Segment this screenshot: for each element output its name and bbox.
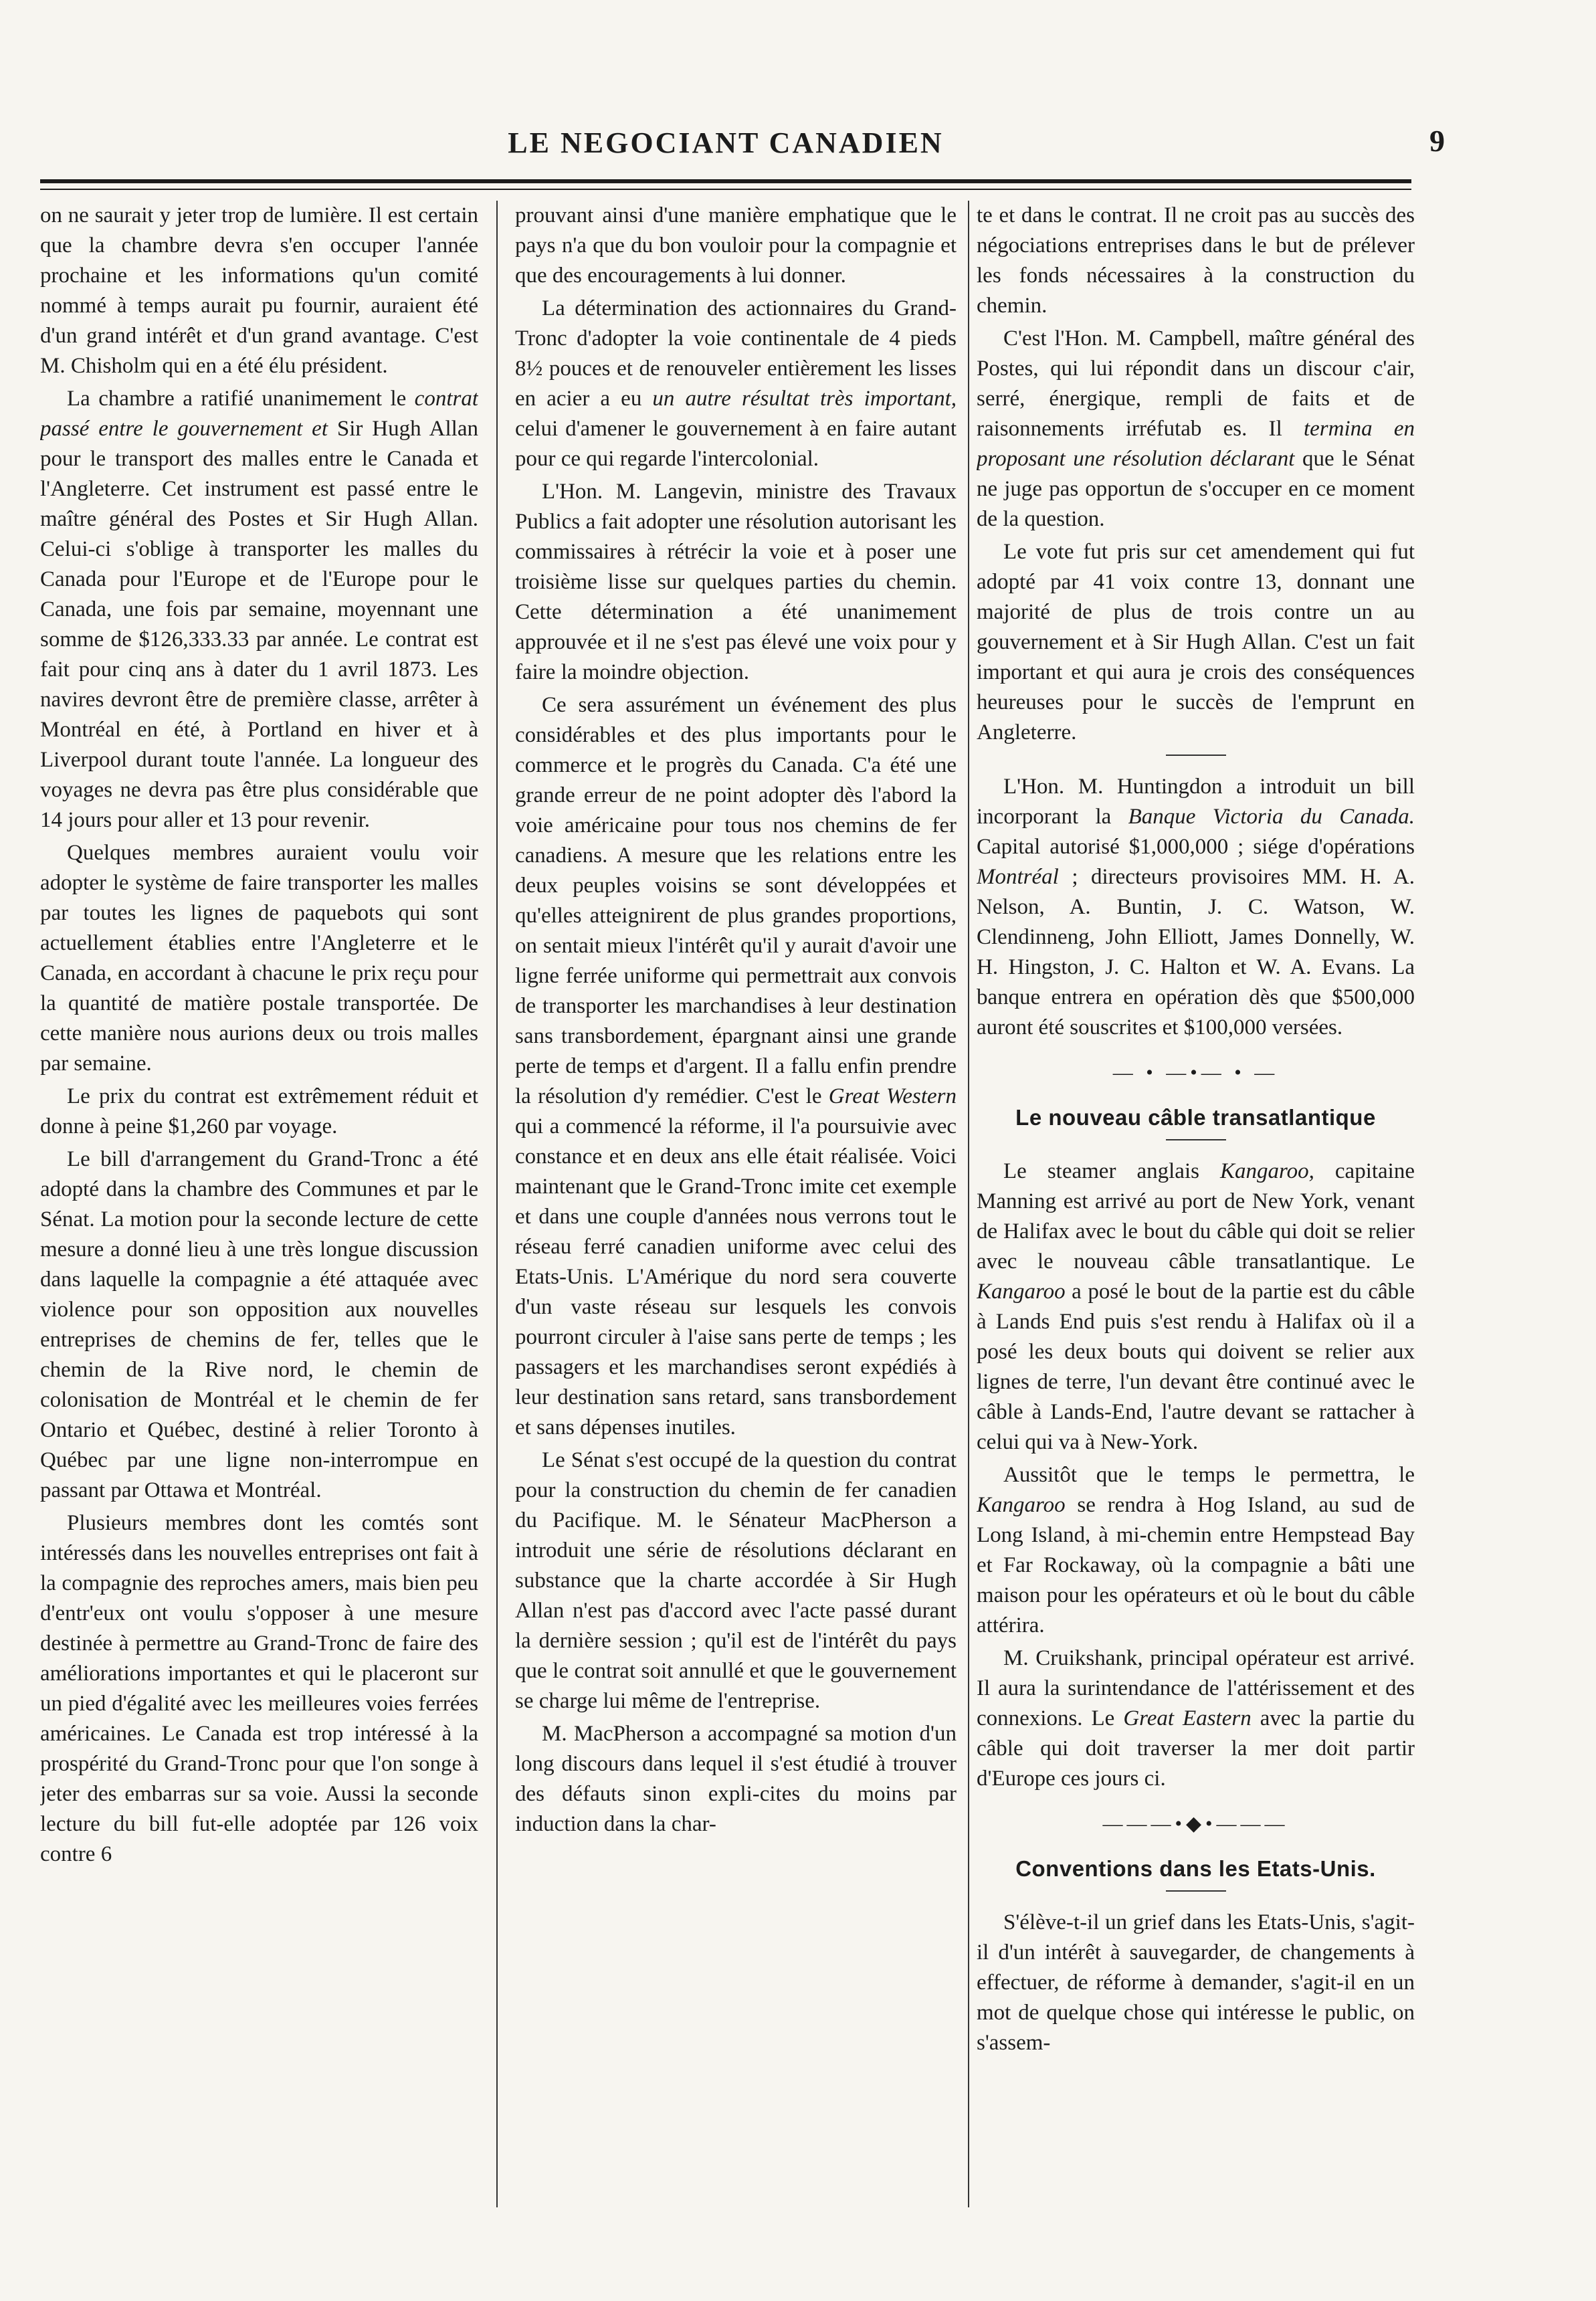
italic-text: Great Eastern [1123,1706,1252,1730]
column-2 [515,201,957,2207]
paragraph: Le Sénat s'est occupé de la question du contrat pour la construction du chemin de fer canadien du Pacifique. M. le Sénateur MacPherson a introduit une série de résolutions déclarant en substance que la charte accordée à Sir Hugh Allan n'est pas d'accord avec l'acte passé durant la dernière session ; qu'il est de l'intérêt du pays que le contrat soit annullé et que le gouvernement se charge lui même de l'entreprise. [515,1448,957,1713]
ornament-divider: ———•◆•——— [1102,1813,1289,1835]
paragraph [515,690,957,1443]
paragraph [977,772,1415,1043]
italic-text: termina en proposant une résolution déclarant [977,417,1415,471]
masthead-title: LE NEGOCIANT CANADIEN [508,126,944,159]
text-run: C'est l'Hon. M. Campbell, maître général des Postes, qui lui répondit dans un discour c'air, serré, énergique, rempli de faits et de raisonnements irréfutab es. Il [977,326,1415,441]
italic-text: Great Western [828,1084,957,1108]
paragraph [977,1643,1415,1794]
paragraph [977,324,1415,534]
column-3 [977,201,1415,2207]
paragraph: S'élève-t-il un grief dans les Etats-Unis, s'agit-il d'un intérêt à sauvegarder, de changements à effectuer, de réforme à demander, s'agit-il en un mot de quelque chose qui intéresse le public, on s'assem- [977,1910,1415,2055]
text-run: Aussitôt que le temps le permettra, le [1003,1463,1415,1487]
paragraph: Le vote fut pris sur cet amendement qui fut adopté par 41 voix contre 13, donnant une majorité de plus de trois contre un au gouvernement et à Sir Hugh Allan. C'est un fait important et qui aura je crois des conséquences heureuses pour le succès de l'emprunt en Angleterre. [977,540,1415,744]
paragraph: te et dans le contrat. Il ne croit pas au succès des négociations entreprises dans le but de prélever les fonds nécessaires à la construction du chemin. [977,203,1415,318]
paragraph: Le bill d'arrangement du Grand-Tronc a été adopté dans la chambre des Communes et par le Sénat. La motion pour la seconde lecture de cette mesure a donné lieu à une très longue discussion dans laquelle la compagnie a été attaquée avec violence pour son opposition aux nouvelles entreprises de chemins de fer, telles que le chemin de la Rive nord, le chemin de colonisation de Montréal et le chemin de fer Ontario et Québec, destiné à relier Toronto à Québec par une ligne non-interrompue en passant par Ottawa et Montréal. [40,1147,478,1502]
paragraph: Plusieurs membres dont les comtés sont intéressés dans les nouvelles entreprises ont fait à la compagnie des reproches amers, mais bien peu d'entr'eux ont voulu s'opposer à une mesure destinée à permettre au Grand-Tronc de faire des améliorations importantes et qui le placeront sur un pied d'égalité avec les meilleures voies ferrées américaines. Le Canada est trop intéressé à la prospérité du Grand-Tronc pour que l'on songe à jeter des embarras sur sa voie. Aussi la seconde lecture du bill fut-elle adoptée par 126 voix contre 6 [40,1511,478,1866]
paragraph [515,294,957,474]
page-number: 9 [1429,124,1445,158]
text-run: se rendra à Hog Island, au sud de Long Island, à mi-chemin entre Hempstead Bay et Far Rockaway, où la compagnie a bâti une maison pour les opérateurs et où le bout du câble attérira. [977,1493,1415,1637]
text-run: L'Hon. M. Huntingdon a introduit un bill incorporant la [977,775,1415,829]
column-1 [40,201,478,2207]
paragraph: L'Hon. M. Langevin, ministre des Travaux Publics a fait adopter une résolution autorisant les commissaires à rétrécir la voie et à poser une troisième lisse sur quelques parties du chemin. Cette détermination a été unanimement approuvée et il ne s'est pas élevé une voix pour y faire la moindre objection. [515,480,957,684]
text-run: avec la partie du câble qui doit traverser la mer doit partir d'Europe ces jours ci. [977,1706,1415,1791]
article-heading: Le nouveau câble transatlantique [1015,1105,1376,1130]
paragraph: on ne saurait y jeter trop de lumière. Il est certain que la chambre devra s'en occuper l'année prochaine et les informations qu'un comité nommé à temps aurait pu fournir, auraient été d'un grand intérêt et d'un grand avantage. C'est M. Chisholm qui en a été élu président. [40,203,478,378]
paragraph: Quelques membres auraient voulu voir adopter le système de faire transporter les malles par toutes les lignes de paquebots qui sont actuellement établies entre l'Angleterre et le Canada, en accordant à chacune le prix reçu pour la quantité de matière postale transportée. De cette manière nous aurions deux ou trois malles par semaine. [40,841,478,1076]
text-run: capitaine Manning est arrivé au port de New York, venant de Halifax avec le bout du câble qui doit se relier avec le nouveau câble transatlantique. Le [977,1159,1415,1274]
article-heading: Conventions dans les Etats-Unis. [1015,1856,1376,1881]
text-run: La chambre a ratifié unanimement le [67,387,415,411]
text-run: celui d'amener le gouvernement à en faire autant pour ce qui regarde l'intercolonial. [515,417,957,471]
italic-text: contrat passé entre le gouvernement et [40,387,478,441]
text-run: Le steamer anglais [1003,1159,1220,1183]
italic-text: Kangaroo, [1219,1159,1314,1183]
text-run: La détermination des actionnaires du Grand-Tronc d'adopter la voie continentale de 4 pieds 8½ pouces et de renouveler entièrement les lisses en acier a eu [515,296,957,411]
text-run: Ce sera assurément un événement des plus considérables et des plus importants pour le commerce et le progrès du Canada. C'a été une grande erreur de ne point adopter dès l'abord la voie américaine pour tous nos chemins de fer canadiens. A mesure que les relations entre les deux peuples voisins se sont développées et qu'elles atteignirent de plus grandes proportions, on sentait mieux l'intérêt qu'il y aurait d'avoir une ligne ferrée uniforme qui permettrait aux convois de transporter les marchandises à leur destination sans transbordement, épargnant ainsi une grande perte de temps et d'argent. Il a fallu enfin prendre la résolution d'y remédier. C'est le [515,693,957,1108]
text-run: a posé le bout de la partie est du câble à Lands End puis s'est rendu à Halifax où il a posé les deux bouts qui doivent se relier aux lignes de terre, l'un devant être continué avec le câble à Lands-End, l'autre devant se rattacher à celui qui va à New-York. [977,1280,1415,1454]
column-divider [968,201,969,2207]
italic-text: Banque Victoria du Canada. [1128,805,1415,829]
text-run: ; directeurs provisoires MM. H. A. Nelson, A. Buntin, J. C. Watson, W. Clendinneng, John Elliott, James Donnelly, W. H. Hingston, J. C. Halton et W. A. Evans. La banque entrera en opération dès que $500,000 auront été souscrites et $100,000 versées. [977,865,1415,1039]
column-divider [496,201,498,2207]
paragraph: M. MacPherson a accompagné sa motion d'un long discours dans lequel il s'est étudié à trouver des défauts sinon expli-cites du moins par induction dans la char- [515,1722,957,1836]
italic-text: Kangaroo [977,1280,1066,1304]
paragraph [977,1460,1415,1641]
text-run: Sir Hugh Allan pour le transport des malles entre le Canada et l'Angleterre. Cet instrument est passé entre le maître général des Postes et Sir Hugh Allan. Celui-ci s'oblige à transporter les malles du Canada pour l'Europe et de l'Europe pour le Canada, une fois par semaine, moyennant une somme de $126,333.33 par année. Le contrat est fait pour cinq ans à dater du 1 avril 1873. Les navires devront être de première classe, arrêter à Montréal en été, à Portland en hiver et à Liverpool durant toute l'année. La longueur des voyages ne devra pas être plus considérable que 14 jours pour aller et 13 pour revenir. [40,417,478,832]
italic-text: Kangaroo [977,1493,1066,1517]
paragraph: Le prix du contrat est extrêmement réduit et donne à peine $1,260 par voyage. [40,1084,478,1138]
heading-rule [1166,1139,1226,1140]
section-divider [1166,755,1226,756]
heading-rule [1166,1890,1226,1892]
italic-text: Montréal [977,865,1059,889]
page-header [40,120,1445,181]
ornament-divider: — • —•— • — [1112,1062,1279,1084]
header-rule-thin [40,189,1411,190]
italic-text: un autre résultat très important, [652,387,957,411]
paragraph [40,384,478,835]
text-run: que le Sénat ne juge pas opportun de s'occuper en ce moment de la question. [977,447,1415,531]
paragraph [977,1157,1415,1458]
text-run: Capital autorisé $1,000,000 ; siége d'opérations [977,835,1415,859]
text-run: M. Cruikshank, principal opérateur est arrivé. Il aura la surintendance de l'attérissement et des connexions. Le [977,1646,1415,1730]
paragraph: prouvant ainsi d'une manière emphatique que le pays n'a que du bon vouloir pour la compagnie et que des encouragements à lui donner. [515,203,957,288]
header-rule-thick [40,179,1411,183]
text-run: qui a commencé la réforme, il l'a poursuivie avec constance et en deux ans elle était réalisée. Voici maintenant que le Grand-Tronc imite cet exemple et dans une couple d'années nous verrons tout le réseau ferré canadien uniforme avec celui des Etats-Unis. L'Amérique du nord sera couverte d'un vaste réseau sur lesquels les convois pourront circuler à l'aise sans perte de temps ; les passagers et les marchandises seront expédiés à leur destination sans retard, sans transbordement et sans dépenses inutiles. [515,1114,957,1439]
